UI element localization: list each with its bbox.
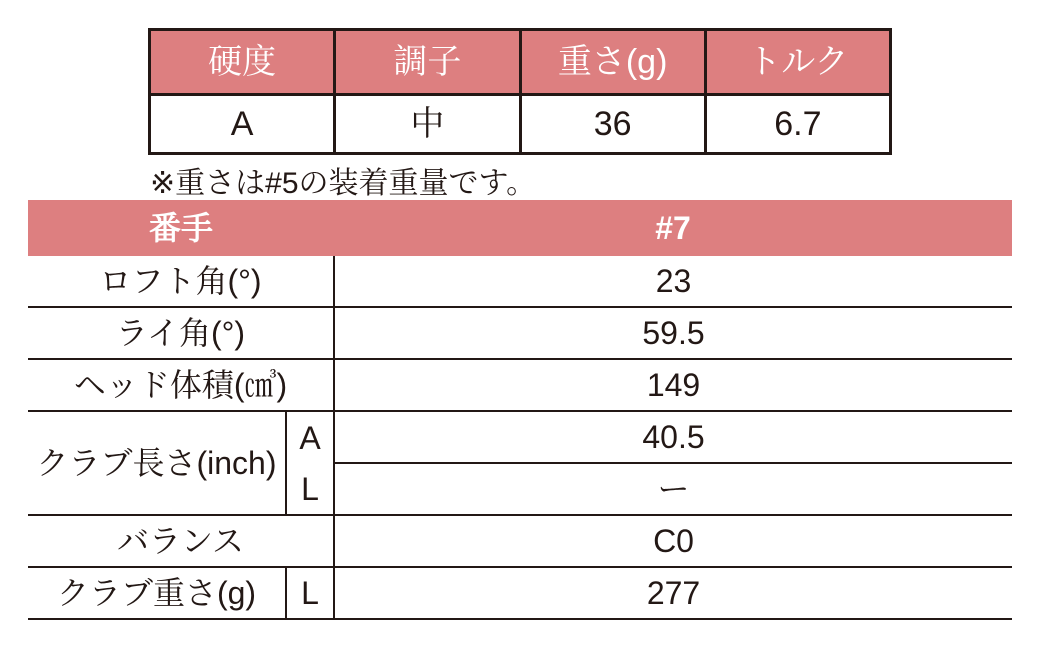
table-row [28, 307, 1012, 359]
row-label-clublength: クラブ長さ(inch) [28, 411, 286, 515]
shaft-spec-value-row [150, 95, 891, 154]
row-value-balance: C0 [334, 515, 1012, 567]
club-spec-header-number: 番手 [28, 200, 334, 256]
shaft-spec-value-flex: A [150, 95, 335, 154]
shaft-spec-header-kick: 調子 [335, 30, 520, 95]
row-sub-clublength-a: A [286, 411, 334, 463]
row-label-headvolume: ヘッド体積(㎤) [28, 359, 334, 411]
shaft-spec-header-row [150, 30, 891, 95]
row-label-balance: バランス [28, 515, 334, 567]
club-spec-table [28, 200, 1012, 620]
row-value-clublength-l: ー [334, 463, 1012, 515]
table-row [28, 411, 1012, 463]
shaft-spec-value-torque: 6.7 [705, 95, 890, 154]
shaft-spec-value-kick: 中 [335, 95, 520, 154]
row-sub-clublength-l: L [286, 463, 334, 515]
shaft-spec-table [148, 28, 892, 155]
row-value-clubweight-l: 277 [334, 567, 1012, 619]
table-row [28, 567, 1012, 619]
row-value-lie: 59.5 [334, 307, 1012, 359]
row-label-lie: ライ角(°) [28, 307, 334, 359]
row-label-clubweight: クラブ重さ(g) [28, 567, 286, 619]
table-row [28, 359, 1012, 411]
row-sub-clubweight-l: L [286, 567, 334, 619]
shaft-spec-value-weight: 36 [520, 95, 705, 154]
row-value-headvolume: 149 [334, 359, 1012, 411]
shaft-spec-header-weight: 重さ(g) [520, 30, 705, 95]
weight-note: ※重さは#5の装着重量です。 [150, 167, 537, 200]
club-spec-header-7iron: #7 [334, 200, 1012, 256]
club-spec-header-row [28, 200, 1012, 256]
table-row [28, 515, 1012, 567]
row-label-loft: ロフト角(°) [28, 256, 334, 307]
shaft-spec-header-flex: 硬度 [150, 30, 335, 95]
row-value-clublength-a: 40.5 [334, 411, 1012, 463]
shaft-spec-header-torque: トルク [705, 30, 890, 95]
row-value-loft: 23 [334, 256, 1012, 307]
table-row [28, 256, 1012, 307]
